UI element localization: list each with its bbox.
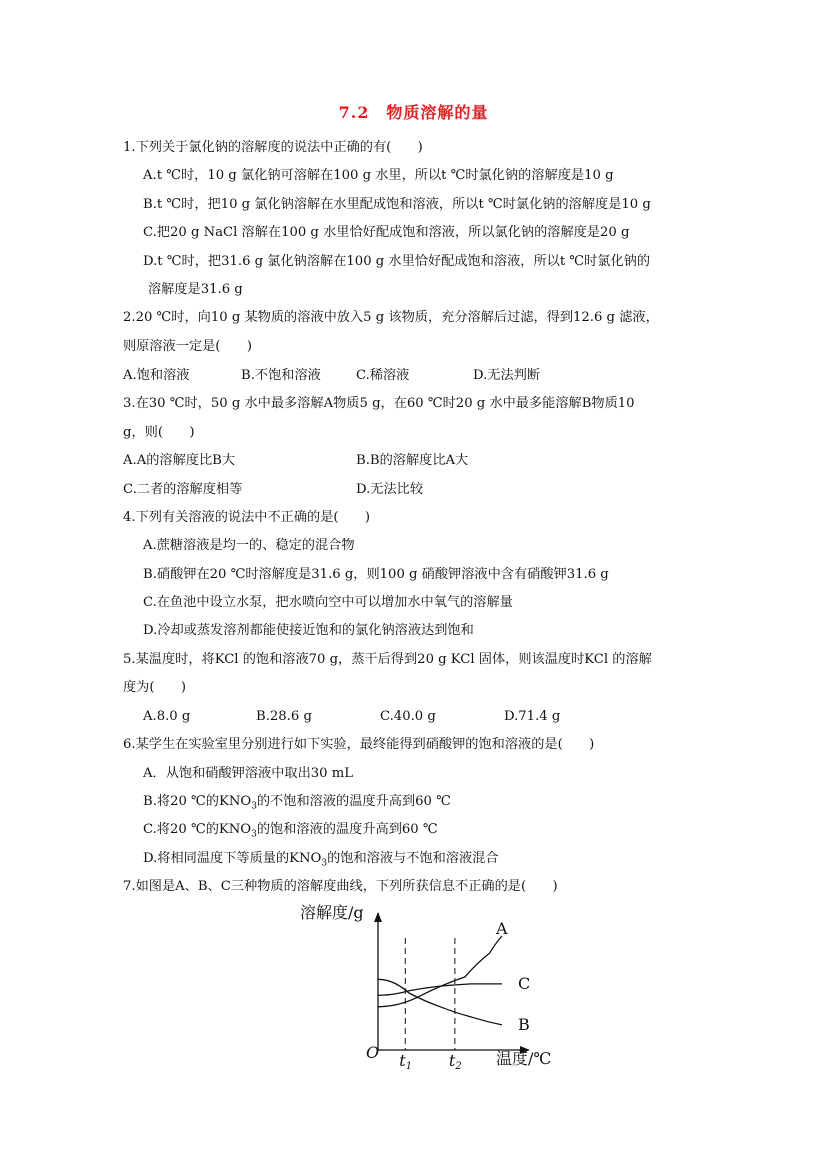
q4-option-d: D.冷却或蒸发溶剂都能使接近饱和的氯化钠溶液达到饱和: [143, 623, 474, 638]
q1-option-a: A.t ℃时，10 g 氯化钠可溶解在100 g 水里，所以t ℃时氯化钠的溶解度是10 g: [143, 168, 614, 183]
q2-stem: 2.20 ℃时，向10 g 某物质的溶液中放入5 g 该物质，充分溶解后过滤，得到12.6 g 滤液，: [123, 310, 659, 325]
q4-stem: 4.下列有关溶液的说法中不正确的是( ): [123, 510, 371, 525]
curve-label-A: A: [496, 919, 508, 938]
q2-option-d: D.无法判断: [473, 368, 541, 383]
q5-stem-cont: 度为( ): [123, 680, 187, 695]
curve-label-B: B: [518, 1014, 530, 1034]
t-tick-label-1: t1: [399, 1051, 413, 1072]
q4-option-b: B.硝酸钾在20 ℃时溶解度是31.6 g，则100 g 硝酸钾溶液中含有硝酸钾31.6 g: [143, 567, 609, 582]
curve-A: [378, 936, 502, 1007]
q5-stem: 5.某温度时，将KCl 的饱和溶液70 g，蒸干后得到20 g KCl 固体，则该温度时KCl 的溶解: [123, 652, 652, 667]
q6-option-b: B.将20 ℃的$KNO_3$的不饱和溶液的温度升高到60 ℃: [143, 794, 451, 812]
q7-stem: 7.如图是A、B、C三种物质的溶解度曲线，下列所获信息不正确的是( ): [123, 879, 558, 894]
y-axis-arrow: [374, 912, 382, 922]
q3-stem-cont: g，则( ): [123, 425, 195, 440]
q2-option-b: B.不饱和溶液: [241, 368, 321, 383]
page-title: 7.2 物质溶解的量: [338, 103, 489, 122]
curve-label-C: C: [518, 973, 531, 993]
q1-option-c: C.把20 g NaCl 溶解在100 g 水里恰好配成饱和溶液，所以氯化钠的溶解度是20 g: [143, 225, 630, 240]
q5-option-d: D.71.4 g: [504, 709, 561, 724]
q2-stem-cont: 则原溶液一定是( ): [123, 339, 252, 354]
curve-C: [378, 984, 502, 995]
q2-option-c: C.稀溶液: [356, 368, 410, 383]
q5-option-a: A.8.0 g: [143, 709, 191, 724]
q4-option-c: C.在鱼池中设立水泵，把水喷向空中可以增加水中氧气的溶解量: [143, 595, 513, 610]
q3-stem: 3.在30 ℃时，50 g 水中最多溶解A物质5 g，在60 ℃时20 g 水中最多能溶解B物质10: [123, 396, 635, 411]
q6-option-a: A．从饱和硝酸钾溶液中取出30 mL: [143, 766, 354, 781]
q3-option-a: A.A的溶解度比B大: [123, 453, 236, 468]
q4-option-a: A.蔗糖溶液是均一的、稳定的混合物: [143, 538, 355, 553]
q1-option-d-cont: 溶解度是31.6 g: [148, 282, 243, 297]
q5-option-c: C.40.0 g: [380, 709, 436, 724]
origin-label: O: [366, 1043, 380, 1062]
q3-option-b: B.B的溶解度比A大: [356, 453, 469, 468]
q5-option-b: B.28.6 g: [256, 709, 312, 724]
x-axis-label: 温度/℃: [496, 1049, 552, 1068]
q1-option-b: B.t ℃时，把10 g 氯化钠溶解在水里配成饱和溶液，所以t ℃时氯化钠的溶解度是10 g: [143, 197, 651, 212]
q1-option-d: D.t ℃时，把31.6 g 氯化钠溶解在100 g 水里恰好配成饱和溶液，所以t ℃时氯化钠的: [143, 254, 651, 269]
q1-stem: 1.下列关于氯化钠的溶解度的说法中正确的有( ): [123, 140, 423, 155]
q3-option-c: C.二者的溶解度相等: [123, 482, 243, 497]
solubility-curve-chart: [300, 898, 570, 1074]
q6-option-d: D.将相同温度下等质量的$KNO_3$的饱和溶液与不饱和溶液混合: [143, 851, 499, 869]
q6-option-c: C.将20 ℃的$KNO_3$的饱和溶液的温度升高到60 ℃: [143, 822, 438, 840]
q3-option-d: D.无法比较: [356, 482, 424, 497]
t-tick-label-2: t2: [448, 1051, 462, 1072]
q6-stem: 6.某学生在实验室里分别进行如下实验，最终能得到硝酸钾的饱和溶液的是( ): [123, 737, 595, 752]
q2-option-a: A.饱和溶液: [123, 368, 190, 383]
y-axis-label: 溶解度/g: [300, 903, 364, 922]
